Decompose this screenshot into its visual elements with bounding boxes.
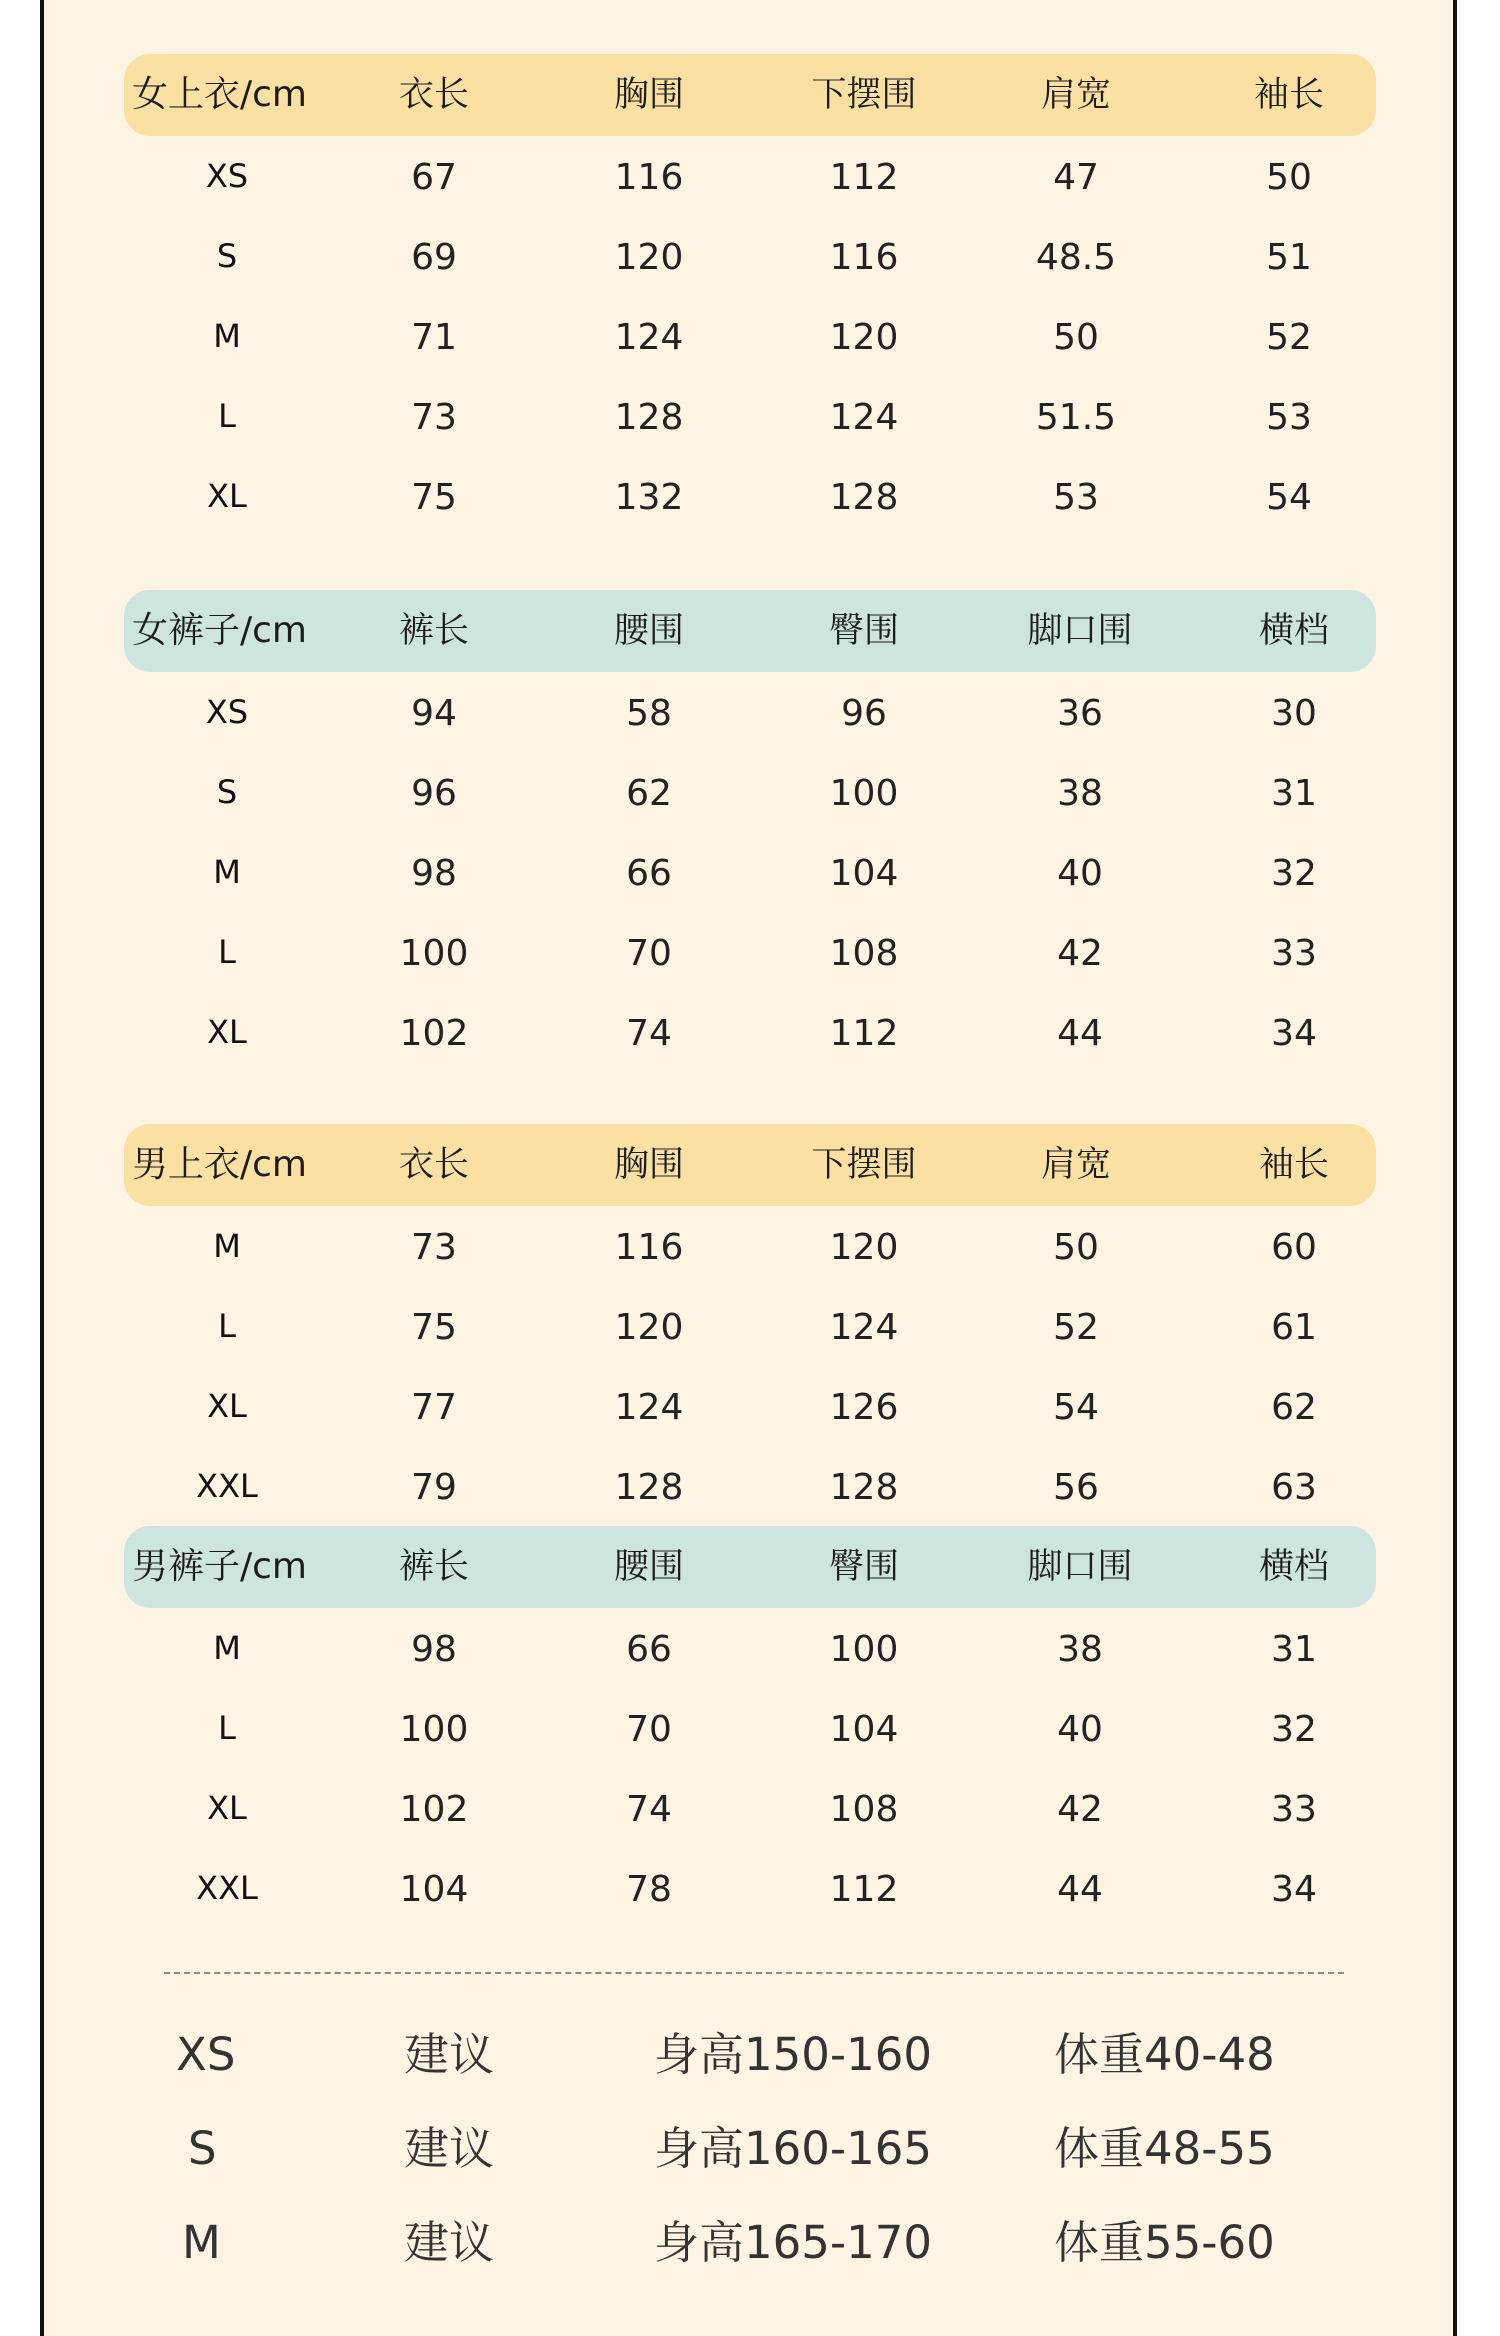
- advice-size: XS: [176, 2028, 236, 2081]
- value-cell: 73: [411, 397, 457, 438]
- value-cell: 116: [614, 157, 684, 198]
- men-tops-header-col5: 袖长: [1258, 1145, 1329, 1185]
- advice-row-s: [44, 2104, 1453, 2194]
- value-cell: 128: [829, 1467, 899, 1508]
- value-cell: 100: [829, 773, 899, 814]
- value-cell: 67: [411, 157, 457, 198]
- women-pants-header-col1: 裤长: [398, 611, 469, 651]
- value-cell: 70: [626, 1709, 672, 1750]
- men-tops-header-col4: 肩宽: [1040, 1145, 1111, 1185]
- value-cell: 33: [1271, 933, 1317, 974]
- value-cell: 44: [1057, 1013, 1103, 1054]
- women-tops-header-col2: 胸围: [613, 75, 684, 115]
- size-chart-panel: [40, 0, 1457, 2336]
- value-cell: 51.5: [1035, 397, 1117, 438]
- dashed-divider: [164, 1972, 1344, 1974]
- men-pants-header-col3: 臀围: [828, 1547, 899, 1587]
- size-label: XL: [207, 1013, 247, 1051]
- women-pants-header-col2: 腰围: [613, 611, 684, 651]
- value-cell: 79: [411, 1467, 457, 1508]
- value-cell: 96: [411, 773, 457, 814]
- women-tops-header-col3: 下摆围: [811, 75, 917, 115]
- value-cell: 31: [1271, 1629, 1317, 1670]
- size-label: XS: [205, 157, 249, 195]
- advice-weight: 体重55-60: [1054, 2216, 1275, 2269]
- men-tops-header-col1: 衣长: [398, 1145, 469, 1185]
- value-cell: 124: [829, 1307, 899, 1348]
- value-cell: 116: [614, 1227, 684, 1268]
- advice-row-xs: [44, 2010, 1453, 2100]
- value-cell: 77: [411, 1387, 457, 1428]
- size-label: L: [218, 1709, 236, 1747]
- advice-height: 身高160-165: [654, 2122, 933, 2175]
- value-cell: 124: [614, 1387, 684, 1428]
- value-cell: 128: [829, 477, 899, 518]
- women-tops-header-title: 女上衣/cm: [132, 74, 307, 115]
- value-cell: 78: [626, 1869, 672, 1910]
- women-pants-header-col3: 臀围: [828, 611, 899, 651]
- value-cell: 56: [1053, 1467, 1099, 1508]
- value-cell: 100: [399, 933, 469, 974]
- value-cell: 124: [829, 397, 899, 438]
- value-cell: 112: [829, 1013, 899, 1054]
- value-cell: 75: [411, 477, 457, 518]
- value-cell: 100: [399, 1709, 469, 1750]
- size-label: XXL: [196, 1467, 258, 1505]
- value-cell: 31: [1271, 773, 1317, 814]
- value-cell: 120: [829, 317, 899, 358]
- value-cell: 102: [399, 1789, 469, 1830]
- value-cell: 34: [1271, 1013, 1317, 1054]
- women-tops-header-col5: 袖长: [1253, 75, 1324, 115]
- value-cell: 116: [829, 237, 899, 278]
- value-cell: 73: [411, 1227, 457, 1268]
- size-label: XL: [207, 1387, 247, 1425]
- advice-weight: 体重40-48: [1054, 2028, 1275, 2081]
- men-pants-header-col5: 横档: [1258, 1547, 1329, 1587]
- value-cell: 52: [1266, 317, 1312, 358]
- value-cell: 96: [841, 693, 887, 734]
- value-cell: 126: [829, 1387, 899, 1428]
- men-pants-header-title: 男裤子/cm: [132, 1546, 307, 1587]
- value-cell: 70: [626, 933, 672, 974]
- men-pants-header-col4: 脚口围: [1027, 1547, 1133, 1587]
- value-cell: 38: [1057, 1629, 1103, 1670]
- size-label: XL: [207, 477, 247, 515]
- value-cell: 66: [626, 853, 672, 894]
- size-label: M: [213, 853, 241, 891]
- value-cell: 47: [1053, 157, 1099, 198]
- women-tops-header-col1: 衣长: [398, 75, 469, 115]
- value-cell: 98: [411, 1629, 457, 1670]
- size-label: XXL: [196, 1869, 258, 1907]
- size-label: L: [218, 397, 236, 435]
- value-cell: 52: [1053, 1307, 1099, 1348]
- value-cell: 132: [614, 477, 684, 518]
- value-cell: 69: [411, 237, 457, 278]
- value-cell: 53: [1053, 477, 1099, 518]
- value-cell: 40: [1057, 853, 1103, 894]
- value-cell: 74: [626, 1013, 672, 1054]
- advice-size: S: [188, 2122, 217, 2175]
- value-cell: 58: [626, 693, 672, 734]
- men-pants-header-col1: 裤长: [398, 1547, 469, 1587]
- value-cell: 62: [626, 773, 672, 814]
- size-label: M: [213, 1629, 241, 1667]
- value-cell: 33: [1271, 1789, 1317, 1830]
- men-tops-header-title: 男上衣/cm: [132, 1144, 307, 1185]
- value-cell: 53: [1266, 397, 1312, 438]
- value-cell: 120: [614, 237, 684, 278]
- value-cell: 61: [1271, 1307, 1317, 1348]
- value-cell: 66: [626, 1629, 672, 1670]
- men-pants-header-col2: 腰围: [613, 1547, 684, 1587]
- value-cell: 32: [1271, 853, 1317, 894]
- value-cell: 108: [829, 933, 899, 974]
- value-cell: 50: [1053, 1227, 1099, 1268]
- value-cell: 128: [614, 397, 684, 438]
- advice-label: 建议: [404, 2028, 495, 2081]
- value-cell: 40: [1057, 1709, 1103, 1750]
- men-tops-header-col2: 胸围: [613, 1145, 684, 1185]
- value-cell: 32: [1271, 1709, 1317, 1750]
- value-cell: 75: [411, 1307, 457, 1348]
- value-cell: 94: [411, 693, 457, 734]
- women-pants-header-title: 女裤子/cm: [132, 610, 307, 651]
- value-cell: 120: [829, 1227, 899, 1268]
- size-label: XS: [205, 693, 249, 731]
- advice-height: 身高150-160: [654, 2028, 933, 2081]
- value-cell: 44: [1057, 1869, 1103, 1910]
- value-cell: 104: [829, 1709, 899, 1750]
- value-cell: 42: [1057, 1789, 1103, 1830]
- men-tops-header-col3: 下摆围: [811, 1145, 917, 1185]
- value-cell: 108: [829, 1789, 899, 1830]
- value-cell: 54: [1053, 1387, 1099, 1428]
- advice-label: 建议: [404, 2122, 495, 2175]
- value-cell: 112: [829, 1869, 899, 1910]
- value-cell: 71: [411, 317, 457, 358]
- women-pants-header-col5: 横档: [1258, 611, 1329, 651]
- women-pants-header-col4: 脚口围: [1027, 611, 1133, 651]
- value-cell: 62: [1271, 1387, 1317, 1428]
- size-label: S: [216, 773, 238, 811]
- value-cell: 120: [614, 1307, 684, 1348]
- advice-label: 建议: [404, 2216, 495, 2269]
- value-cell: 50: [1053, 317, 1099, 358]
- women-tops-header-col4: 肩宽: [1040, 75, 1111, 115]
- value-cell: 54: [1266, 477, 1312, 518]
- advice-row-m: [44, 2198, 1453, 2288]
- value-cell: 51: [1266, 237, 1312, 278]
- value-cell: 128: [614, 1467, 684, 1508]
- value-cell: 63: [1271, 1467, 1317, 1508]
- value-cell: 42: [1057, 933, 1103, 974]
- value-cell: 36: [1057, 693, 1103, 734]
- size-label: M: [213, 317, 241, 355]
- value-cell: 38: [1057, 773, 1103, 814]
- value-cell: 102: [399, 1013, 469, 1054]
- value-cell: 100: [829, 1629, 899, 1670]
- advice-size: M: [182, 2216, 221, 2269]
- value-cell: 60: [1271, 1227, 1317, 1268]
- value-cell: 124: [614, 317, 684, 358]
- value-cell: 112: [829, 157, 899, 198]
- size-label: L: [218, 933, 236, 971]
- size-label: L: [218, 1307, 236, 1345]
- value-cell: 74: [626, 1789, 672, 1830]
- value-cell: 48.5: [1035, 237, 1117, 278]
- value-cell: 34: [1271, 1869, 1317, 1910]
- value-cell: 50: [1266, 157, 1312, 198]
- value-cell: 30: [1271, 693, 1317, 734]
- value-cell: 104: [399, 1869, 469, 1910]
- value-cell: 98: [411, 853, 457, 894]
- size-label: XL: [207, 1789, 247, 1827]
- size-label: M: [213, 1227, 241, 1265]
- value-cell: 104: [829, 853, 899, 894]
- size-label: S: [216, 237, 238, 275]
- advice-weight: 体重48-55: [1054, 2122, 1275, 2175]
- advice-height: 身高165-170: [654, 2216, 933, 2269]
